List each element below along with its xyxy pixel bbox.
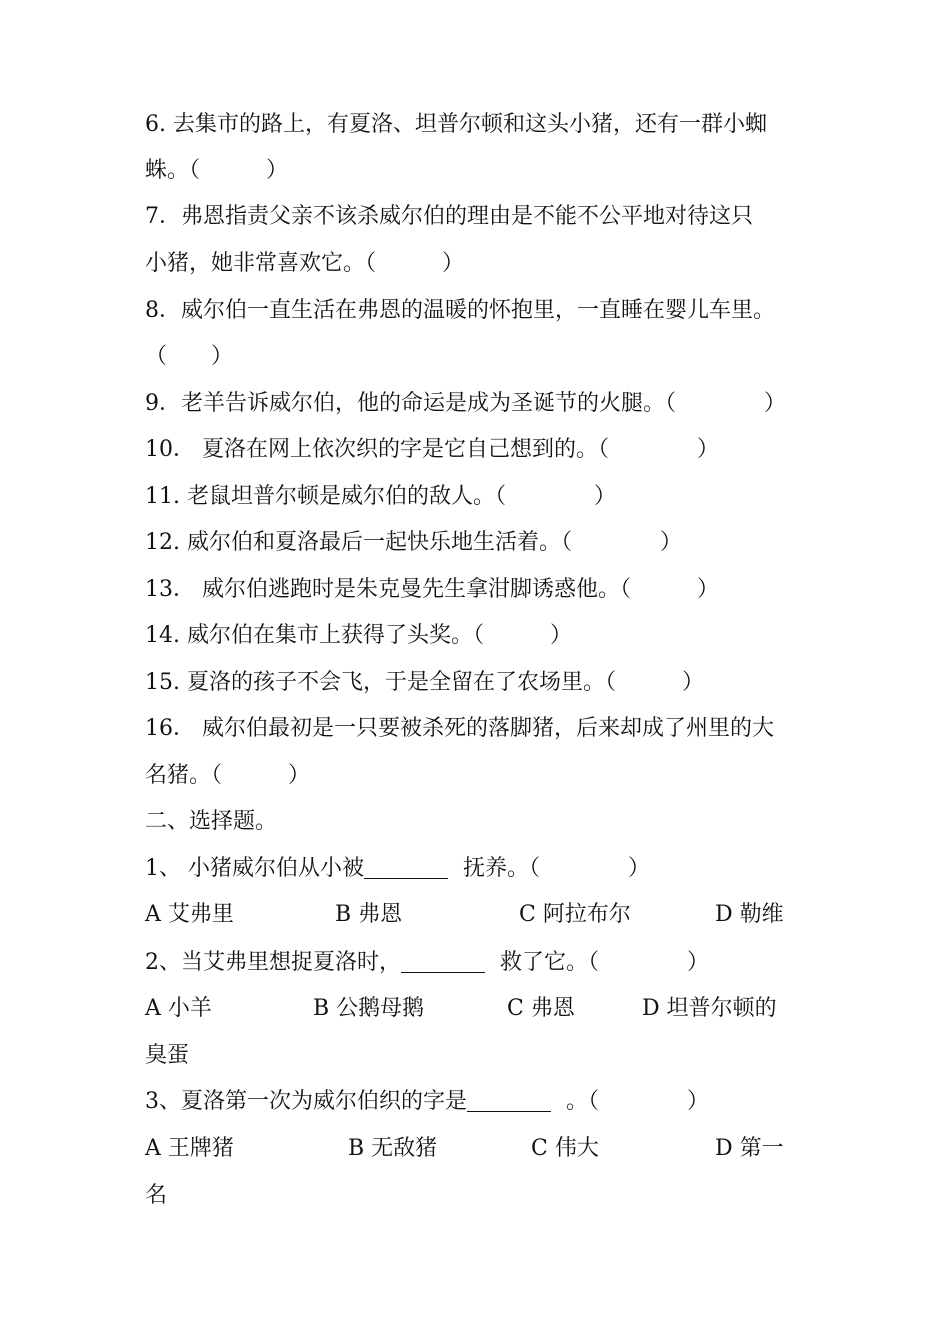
section-heading: 二、选择题。 [145, 809, 278, 834]
question-1-suffix: 抚养。（ ） [456, 856, 650, 881]
option-b: B 公鹅母鹅 [313, 996, 425, 1021]
answer-blank[interactable] [467, 1089, 551, 1112]
text-line: 名猪。（ ） [145, 763, 311, 788]
text-line: 13． 威尔伯逃跑时是朱克曼先生拿泔脚诱惑他。（ ） [145, 577, 719, 602]
text-line: 蛛。（ ） [145, 158, 289, 183]
option-a: A 小羊 [145, 996, 212, 1021]
text-line: 7．弗恩指责父亲不该杀威尔伯的理由是不能不公平地对待这只 [145, 204, 753, 229]
option-d: D 勒维 [715, 902, 784, 927]
question-3-options [145, 1134, 825, 1164]
question-2-suffix: 救了它。（ ） [493, 950, 709, 975]
question-1-options [145, 900, 825, 930]
option-b: B 无敌猪 [348, 1136, 438, 1161]
text-line: （ ） [145, 344, 234, 369]
question-2-text: 2、当艾弗里想捉夏洛时， [145, 950, 401, 975]
question-3-text: 3、夏洛第一次为威尔伯织的字是 [145, 1089, 467, 1114]
text-line: 15. 夏洛的孩子不会飞，于是全留在了农场里。（ ） [145, 670, 704, 695]
option-d: D 第一 [715, 1136, 784, 1161]
option-c: C 伟大 [531, 1136, 599, 1161]
option-wrap-text: 名 [145, 1183, 168, 1208]
answer-blank[interactable] [364, 856, 448, 879]
question-1-text: 1、 小猪威尔伯从小被 [145, 856, 364, 881]
text-line: 8．威尔伯一直生活在弗恩的温暖的怀抱里，一直睡在婴儿车里。 [145, 298, 775, 323]
option-c: C 弗恩 [507, 996, 575, 1021]
question-2 [145, 948, 709, 978]
option-a: A 王牌猪 [145, 1136, 234, 1161]
answer-blank[interactable] [401, 950, 485, 973]
option-b: B 弗恩 [335, 902, 403, 927]
question-3-suffix: 。（ ） [559, 1089, 709, 1114]
text-line: 6. 去集市的路上，有夏洛、坦普尔顿和这头小猪，还有一群小蜘 [145, 112, 767, 137]
option-c: C 阿拉布尔 [519, 902, 631, 927]
question-1 [145, 854, 650, 884]
text-line: 16． 威尔伯最初是一只要被杀死的落脚猪，后来却成了州里的大 [145, 716, 774, 741]
text-line: 11. 老鼠坦普尔顿是威尔伯的敌人。（ ） [145, 484, 616, 509]
text-line: 12. 威尔伯和夏洛最后一起快乐地生活着。（ ） [145, 530, 682, 555]
question-2-options [145, 994, 825, 1024]
text-line: 10． 夏洛在网上依次织的字是它自己想到的。（ ） [145, 437, 719, 462]
text-line: 9．老羊告诉威尔伯，他的命运是成为圣诞节的火腿。（ ） [145, 391, 786, 416]
option-wrap-text: 臭蛋 [145, 1043, 190, 1068]
option-a: A 艾弗里 [145, 902, 234, 927]
text-line: 小猪，她非常喜欢它。（ ） [145, 251, 465, 276]
option-d: D 坦普尔顿的 [642, 996, 777, 1021]
text-line: 14. 威尔伯在集市上获得了头奖。（ ） [145, 623, 572, 648]
question-3 [145, 1087, 709, 1117]
